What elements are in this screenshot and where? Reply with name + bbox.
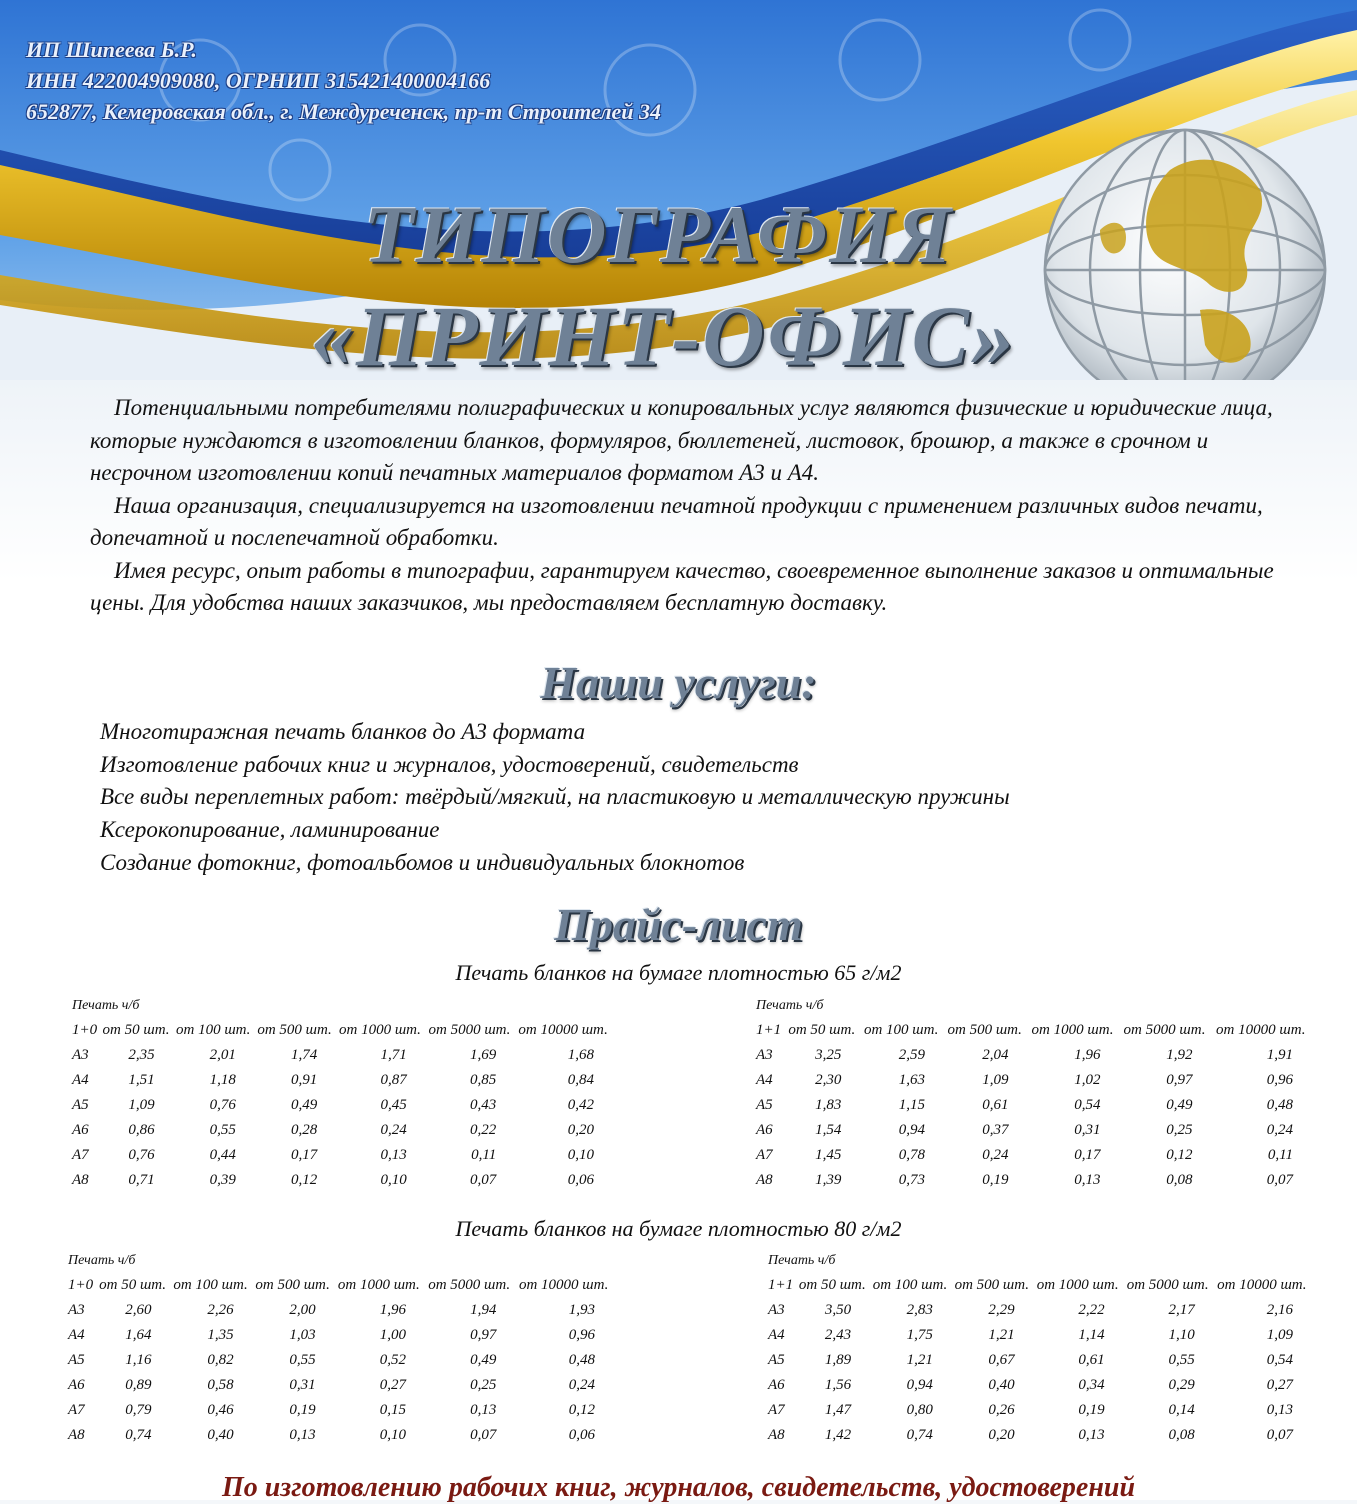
price-cell: 1,16	[125, 1352, 152, 1368]
format-cell: А3	[768, 1302, 785, 1318]
format-cell: А8	[72, 1172, 89, 1188]
format-cell: А8	[68, 1427, 85, 1443]
format-cell: А5	[768, 1352, 785, 1368]
price-cell: 0,94	[898, 1122, 925, 1138]
price-cell: 0,19	[289, 1402, 316, 1418]
services-list	[100, 716, 1010, 880]
price-cell: 1,09	[128, 1097, 155, 1113]
price-cell: 0,12	[290, 1172, 318, 1188]
price-cell: 0,55	[1168, 1352, 1195, 1368]
table-label: Печать ч/б	[68, 1253, 136, 1268]
price-cell: 0,71	[128, 1172, 155, 1188]
format-cell: А6	[768, 1377, 785, 1393]
price-cell: 2,30	[815, 1072, 842, 1088]
price-caption-80: Печать бланков на бумаге плотностью 80 г/м2	[455, 1216, 902, 1241]
price-table-80-single	[68, 1249, 613, 1448]
price-cell: 2,04	[982, 1047, 1009, 1063]
price-cell: 0,25	[470, 1377, 497, 1393]
column-header: от 100 шт.	[872, 1277, 948, 1293]
price-cell: 0,76	[128, 1147, 155, 1163]
price-cell: 2,26	[207, 1302, 234, 1318]
column-header: от 50 шт.	[99, 1277, 167, 1293]
table-row	[68, 1348, 613, 1373]
table-row	[68, 1298, 613, 1323]
format-cell: А7	[72, 1147, 89, 1163]
price-cell: 0,12	[1166, 1147, 1193, 1163]
price-cell: 0,78	[898, 1147, 925, 1163]
price-cell: 1,15	[898, 1097, 925, 1113]
price-cell: 2,60	[125, 1302, 152, 1318]
format-cell: А5	[756, 1097, 773, 1113]
price-cell: 1,94	[470, 1302, 497, 1318]
price-cell: 0,17	[290, 1147, 318, 1163]
price-cell: 0,46	[207, 1402, 234, 1418]
price-cell: 0,27	[379, 1377, 406, 1393]
price-cell: 1,14	[1078, 1327, 1105, 1343]
price-cell: 0,89	[125, 1377, 152, 1393]
company-address: 652877, Кемеровская обл., г. Междуреченск, пр-т Строителей 34	[26, 99, 661, 124]
column-header: от 5000 шт.	[1123, 1022, 1206, 1038]
table-row	[756, 1043, 1311, 1068]
bottom-heading: По изготовлению рабочих книг, журналов, свидетельств, удостоверений	[221, 1472, 1136, 1503]
price-cell: 1,64	[125, 1327, 152, 1343]
price-cell: 0,07	[469, 1172, 497, 1188]
price-cell: 1,02	[1074, 1072, 1101, 1088]
intro-text	[90, 392, 1310, 620]
price-cell: 0,42	[567, 1097, 594, 1113]
price-cell: 0,84	[567, 1072, 594, 1088]
column-header: от 10000 шт.	[518, 1277, 609, 1293]
price-cell: 1,54	[815, 1122, 842, 1138]
price-cell: 0,96	[568, 1327, 595, 1343]
price-cell: 0,48	[568, 1352, 595, 1368]
format-cell: А4	[756, 1072, 773, 1088]
format-cell: А8	[768, 1427, 785, 1443]
format-cell: А8	[756, 1172, 773, 1188]
price-cell: 0,43	[469, 1097, 497, 1113]
price-cell: 0,96	[1266, 1072, 1293, 1088]
column-header: от 100 шт.	[176, 1022, 251, 1038]
column-header: от 5000 шт.	[1126, 1277, 1209, 1293]
price-cell: 0,91	[290, 1072, 318, 1088]
price-cell: 0,97	[470, 1327, 497, 1343]
format-cell: А6	[756, 1122, 773, 1138]
price-cell: 0,13	[1074, 1172, 1101, 1188]
price-cell: 0,31	[1074, 1122, 1101, 1138]
price-cell: 0,07	[1266, 1427, 1293, 1443]
price-cell: 1,89	[824, 1352, 852, 1368]
price-cell: 1,09	[982, 1072, 1009, 1088]
price-cell: 1,71	[380, 1047, 407, 1063]
column-header: от 10000 шт.	[1216, 1022, 1306, 1038]
table-row	[72, 1043, 612, 1068]
price-cell: 1,83	[815, 1097, 842, 1113]
price-cell: 0,94	[906, 1377, 933, 1393]
title-line-2: «ПРИНТ-ОФИС»	[311, 288, 1016, 384]
price-cell: 0,61	[982, 1097, 1009, 1113]
price-cell: 0,49	[1166, 1097, 1193, 1113]
price-cell: 0,74	[906, 1427, 933, 1443]
price-cell: 0,06	[568, 1427, 595, 1443]
price-cell: 0,11	[1267, 1147, 1293, 1163]
price-cell: 1,42	[824, 1427, 852, 1443]
column-header: от 5000 шт.	[428, 1022, 511, 1038]
table-row	[756, 1068, 1311, 1093]
price-cell: 0,25	[1166, 1122, 1193, 1138]
table-row	[72, 1118, 612, 1143]
price-cell: 0,29	[1168, 1377, 1195, 1393]
column-header: от 50 шт.	[798, 1277, 866, 1293]
table-label: Печать ч/б	[72, 998, 140, 1013]
price-cell: 1,56	[824, 1377, 852, 1393]
print-mode: 1+1	[756, 1022, 782, 1038]
price-cell: 0,17	[1074, 1147, 1101, 1163]
price-cell: 1,75	[906, 1327, 933, 1343]
price-cell: 2,01	[209, 1047, 236, 1063]
table-row	[68, 1373, 613, 1398]
column-header: от 50 шт.	[102, 1022, 170, 1038]
price-cell: 2,17	[1168, 1302, 1195, 1318]
price-cell: 0,08	[1168, 1427, 1195, 1443]
table-row	[72, 1143, 612, 1168]
column-header: от 1000 шт.	[1031, 1022, 1114, 1038]
price-cell: 0,40	[988, 1377, 1015, 1393]
price-cell: 0,54	[1074, 1097, 1101, 1113]
column-header: от 1000 шт.	[339, 1022, 421, 1038]
price-cell: 0,08	[1166, 1172, 1193, 1188]
price-cell: 0,13	[289, 1427, 316, 1443]
intro-paragraph-1: Потенциальными потребителями полиграфических и копировальных услуг являются физические и юридические лица, которые нуждаются в изготовлении бланков, формуляров, бюллетеней, листовок, брошюр, а также в срочном и несрочном изготовлении копий печатных материалов форматом А3 и А4.	[90, 395, 1273, 485]
price-cell: 1,21	[988, 1327, 1015, 1343]
price-cell: 0,87	[380, 1072, 407, 1088]
table-row	[72, 1168, 612, 1193]
table-row	[768, 1348, 1311, 1373]
format-cell: А5	[68, 1352, 85, 1368]
price-cell: 0,20	[567, 1122, 594, 1138]
table-row	[768, 1423, 1311, 1448]
price-heading: Прайс-лист	[554, 899, 803, 950]
price-cell: 2,00	[289, 1302, 316, 1318]
price-cell: 0,31	[289, 1377, 316, 1393]
price-cell: 0,40	[207, 1427, 234, 1443]
print-mode: 1+1	[768, 1277, 794, 1293]
format-cell: А7	[756, 1147, 773, 1163]
price-cell: 0,07	[1266, 1172, 1293, 1188]
price-cell: 2,29	[988, 1302, 1015, 1318]
price-cell: 0,86	[128, 1122, 155, 1138]
title-line-1: ТИПОГРАФИЯ	[363, 189, 954, 280]
price-cell: 2,43	[824, 1327, 852, 1343]
format-cell: А6	[68, 1377, 85, 1393]
price-cell: 0,73	[898, 1172, 925, 1188]
table-row	[68, 1398, 613, 1423]
price-cell: 1,74	[290, 1047, 318, 1063]
price-cell: 0,44	[209, 1147, 236, 1163]
column-header: от 500 шт.	[947, 1022, 1022, 1038]
column-header: от 5000 шт.	[428, 1277, 511, 1293]
intro-paragraph-3: Имея ресурс, опыт работы в типографии, гарантируем качество, своевременное выполнение заказов и оптимальные цены. Для удобства наших заказчиков, мы предоставляем бесплатную доставку.	[90, 557, 1274, 615]
price-cell: 1,51	[128, 1072, 155, 1088]
price-cell: 2,83	[906, 1302, 933, 1318]
price-cell: 0,74	[125, 1427, 152, 1443]
price-cell: 0,55	[209, 1122, 236, 1138]
price-cell: 0,97	[1166, 1072, 1193, 1088]
price-cell: 1,21	[906, 1352, 933, 1368]
column-header: от 500 шт.	[954, 1277, 1029, 1293]
price-cell: 1,63	[898, 1072, 925, 1088]
format-cell: А3	[72, 1047, 89, 1063]
column-header: от 100 шт.	[863, 1022, 939, 1038]
format-cell: А7	[768, 1402, 785, 1418]
column-header: от 1000 шт.	[337, 1277, 420, 1293]
price-table-65-single	[72, 994, 612, 1193]
price-cell: 0,14	[1168, 1402, 1195, 1418]
table-row	[72, 1068, 612, 1093]
price-cell: 1,47	[824, 1402, 852, 1418]
service-item: Создание фотокниг, фотоальбомов и индивидуальных блокнотов	[100, 849, 745, 875]
price-cell: 1,96	[379, 1302, 406, 1318]
price-cell: 0,85	[469, 1072, 497, 1088]
service-item: Изготовление рабочих книг и журналов, удостоверений, свидетельств	[100, 751, 799, 777]
price-cell: 1,69	[469, 1047, 497, 1063]
price-cell: 0,54	[1266, 1352, 1293, 1368]
format-cell: А5	[72, 1097, 89, 1113]
column-header: от 1000 шт.	[1036, 1277, 1119, 1293]
format-cell: А7	[68, 1402, 85, 1418]
table-row	[68, 1323, 613, 1348]
price-cell: 1,68	[567, 1047, 594, 1063]
price-cell: 0,06	[567, 1172, 594, 1188]
price-cell: 0,24	[380, 1122, 407, 1138]
column-header: от 500 шт.	[257, 1022, 332, 1038]
price-cell: 0,34	[1078, 1377, 1105, 1393]
price-table-80-double	[768, 1249, 1311, 1448]
table-row	[768, 1373, 1311, 1398]
column-header: от 10000 шт.	[518, 1022, 608, 1038]
price-cell: 0,76	[209, 1097, 236, 1113]
table-row	[768, 1323, 1311, 1348]
price-cell: 0,28	[290, 1122, 318, 1138]
price-cell: 0,82	[207, 1352, 234, 1368]
price-cell: 3,50	[824, 1302, 852, 1318]
price-cell: 0,48	[1266, 1097, 1293, 1113]
price-cell: 0,10	[567, 1147, 594, 1163]
service-item: Ксерокопирование, ламинирование	[100, 817, 440, 843]
price-cell: 1,00	[379, 1327, 406, 1343]
price-cell: 1,03	[289, 1327, 316, 1343]
price-cell: 0,15	[379, 1402, 406, 1418]
price-cell: 0,55	[289, 1352, 316, 1368]
service-item: Многотиражная печать бланков до А3 формата	[100, 719, 586, 744]
table-row	[756, 1093, 1311, 1118]
price-cell: 0,49	[470, 1352, 497, 1368]
table-label: Печать ч/б	[768, 1253, 836, 1268]
price-cell: 3,25	[815, 1047, 842, 1063]
price-cell: 2,16	[1266, 1302, 1293, 1318]
price-cell: 0,67	[988, 1352, 1015, 1368]
price-cell: 1,18	[209, 1072, 236, 1088]
price-cell: 0,58	[207, 1377, 234, 1393]
price-cell: 0,07	[470, 1427, 497, 1443]
price-cell: 0,10	[379, 1427, 406, 1443]
services-heading: Наши услуги:	[540, 657, 817, 708]
price-cell: 0,61	[1078, 1352, 1105, 1368]
price-cell: 0,13	[470, 1402, 497, 1418]
price-cell: 0,39	[209, 1172, 236, 1188]
price-cell: 2,22	[1078, 1302, 1105, 1318]
price-caption-65: Печать бланков на бумаге плотностью 65 г/м2	[455, 960, 902, 985]
price-cell: 2,35	[128, 1047, 155, 1063]
price-cell: 1,93	[568, 1302, 595, 1318]
table-row	[68, 1423, 613, 1448]
price-cell: 0,27	[1266, 1377, 1293, 1393]
price-cell: 0,24	[982, 1147, 1009, 1163]
price-cell: 0,11	[471, 1147, 497, 1163]
price-cell: 0,22	[469, 1122, 497, 1138]
price-cell: 0,45	[380, 1097, 407, 1113]
intro-paragraph-2: Наша организация, специализируется на изготовлении печатной продукции с применением различных видов печати, допечатной и послепечатной обработки.	[90, 492, 1263, 550]
price-cell: 1,09	[1266, 1327, 1293, 1343]
price-cell: 0,10	[380, 1172, 407, 1188]
price-cell: 0,13	[380, 1147, 407, 1163]
format-cell: А3	[68, 1302, 85, 1318]
format-cell: А4	[72, 1072, 89, 1088]
price-cell: 1,10	[1168, 1327, 1195, 1343]
price-cell: 0,12	[568, 1402, 595, 1418]
table-row	[72, 1093, 612, 1118]
table-row	[768, 1298, 1311, 1323]
price-cell: 1,91	[1266, 1047, 1293, 1063]
price-table-65-double	[756, 994, 1311, 1193]
price-cell: 0,49	[290, 1097, 318, 1113]
table-label: Печать ч/б	[756, 998, 824, 1013]
column-header: от 100 шт.	[173, 1277, 248, 1293]
price-cell: 0,37	[982, 1122, 1009, 1138]
service-item: Все виды переплетных работ: твёрдый/мягкий, на пластиковую и металлическую пружины	[100, 784, 1010, 810]
price-cell: 1,45	[815, 1147, 842, 1163]
price-cell: 0,19	[982, 1172, 1009, 1188]
price-cell: 1,39	[815, 1172, 842, 1188]
price-cell: 0,19	[1078, 1402, 1105, 1418]
format-cell: А4	[68, 1327, 85, 1343]
company-name: ИП Шипеева Б.Р.	[26, 37, 197, 62]
price-cell: 1,92	[1166, 1047, 1193, 1063]
price-cell: 0,79	[125, 1402, 152, 1418]
column-header: от 500 шт.	[255, 1277, 330, 1293]
price-cell: 0,20	[988, 1427, 1015, 1443]
price-cell: 0,52	[379, 1352, 406, 1368]
format-cell: А3	[756, 1047, 773, 1063]
print-mode: 1+0	[68, 1277, 94, 1293]
price-cell: 1,96	[1074, 1047, 1101, 1063]
price-cell: 2,59	[898, 1047, 925, 1063]
price-cell: 0,24	[1266, 1122, 1293, 1138]
table-row	[768, 1398, 1311, 1423]
price-cell: 0,24	[568, 1377, 595, 1393]
price-cell: 1,35	[207, 1327, 234, 1343]
table-row	[756, 1168, 1311, 1193]
column-header: от 10000 шт.	[1217, 1277, 1307, 1293]
table-row	[756, 1118, 1311, 1143]
company-registration: ИНН 422004909080, ОГРНИП 315421400004166	[26, 68, 491, 93]
format-cell: А4	[768, 1327, 785, 1343]
column-header: от 50 шт.	[788, 1022, 856, 1038]
price-cell: 0,13	[1078, 1427, 1105, 1443]
price-cell: 0,13	[1266, 1402, 1293, 1418]
company-info	[26, 34, 661, 127]
table-row	[756, 1143, 1311, 1168]
format-cell: А6	[72, 1122, 89, 1138]
price-cell: 0,26	[988, 1402, 1015, 1418]
print-mode: 1+0	[72, 1022, 98, 1038]
price-cell: 0,80	[906, 1402, 933, 1418]
